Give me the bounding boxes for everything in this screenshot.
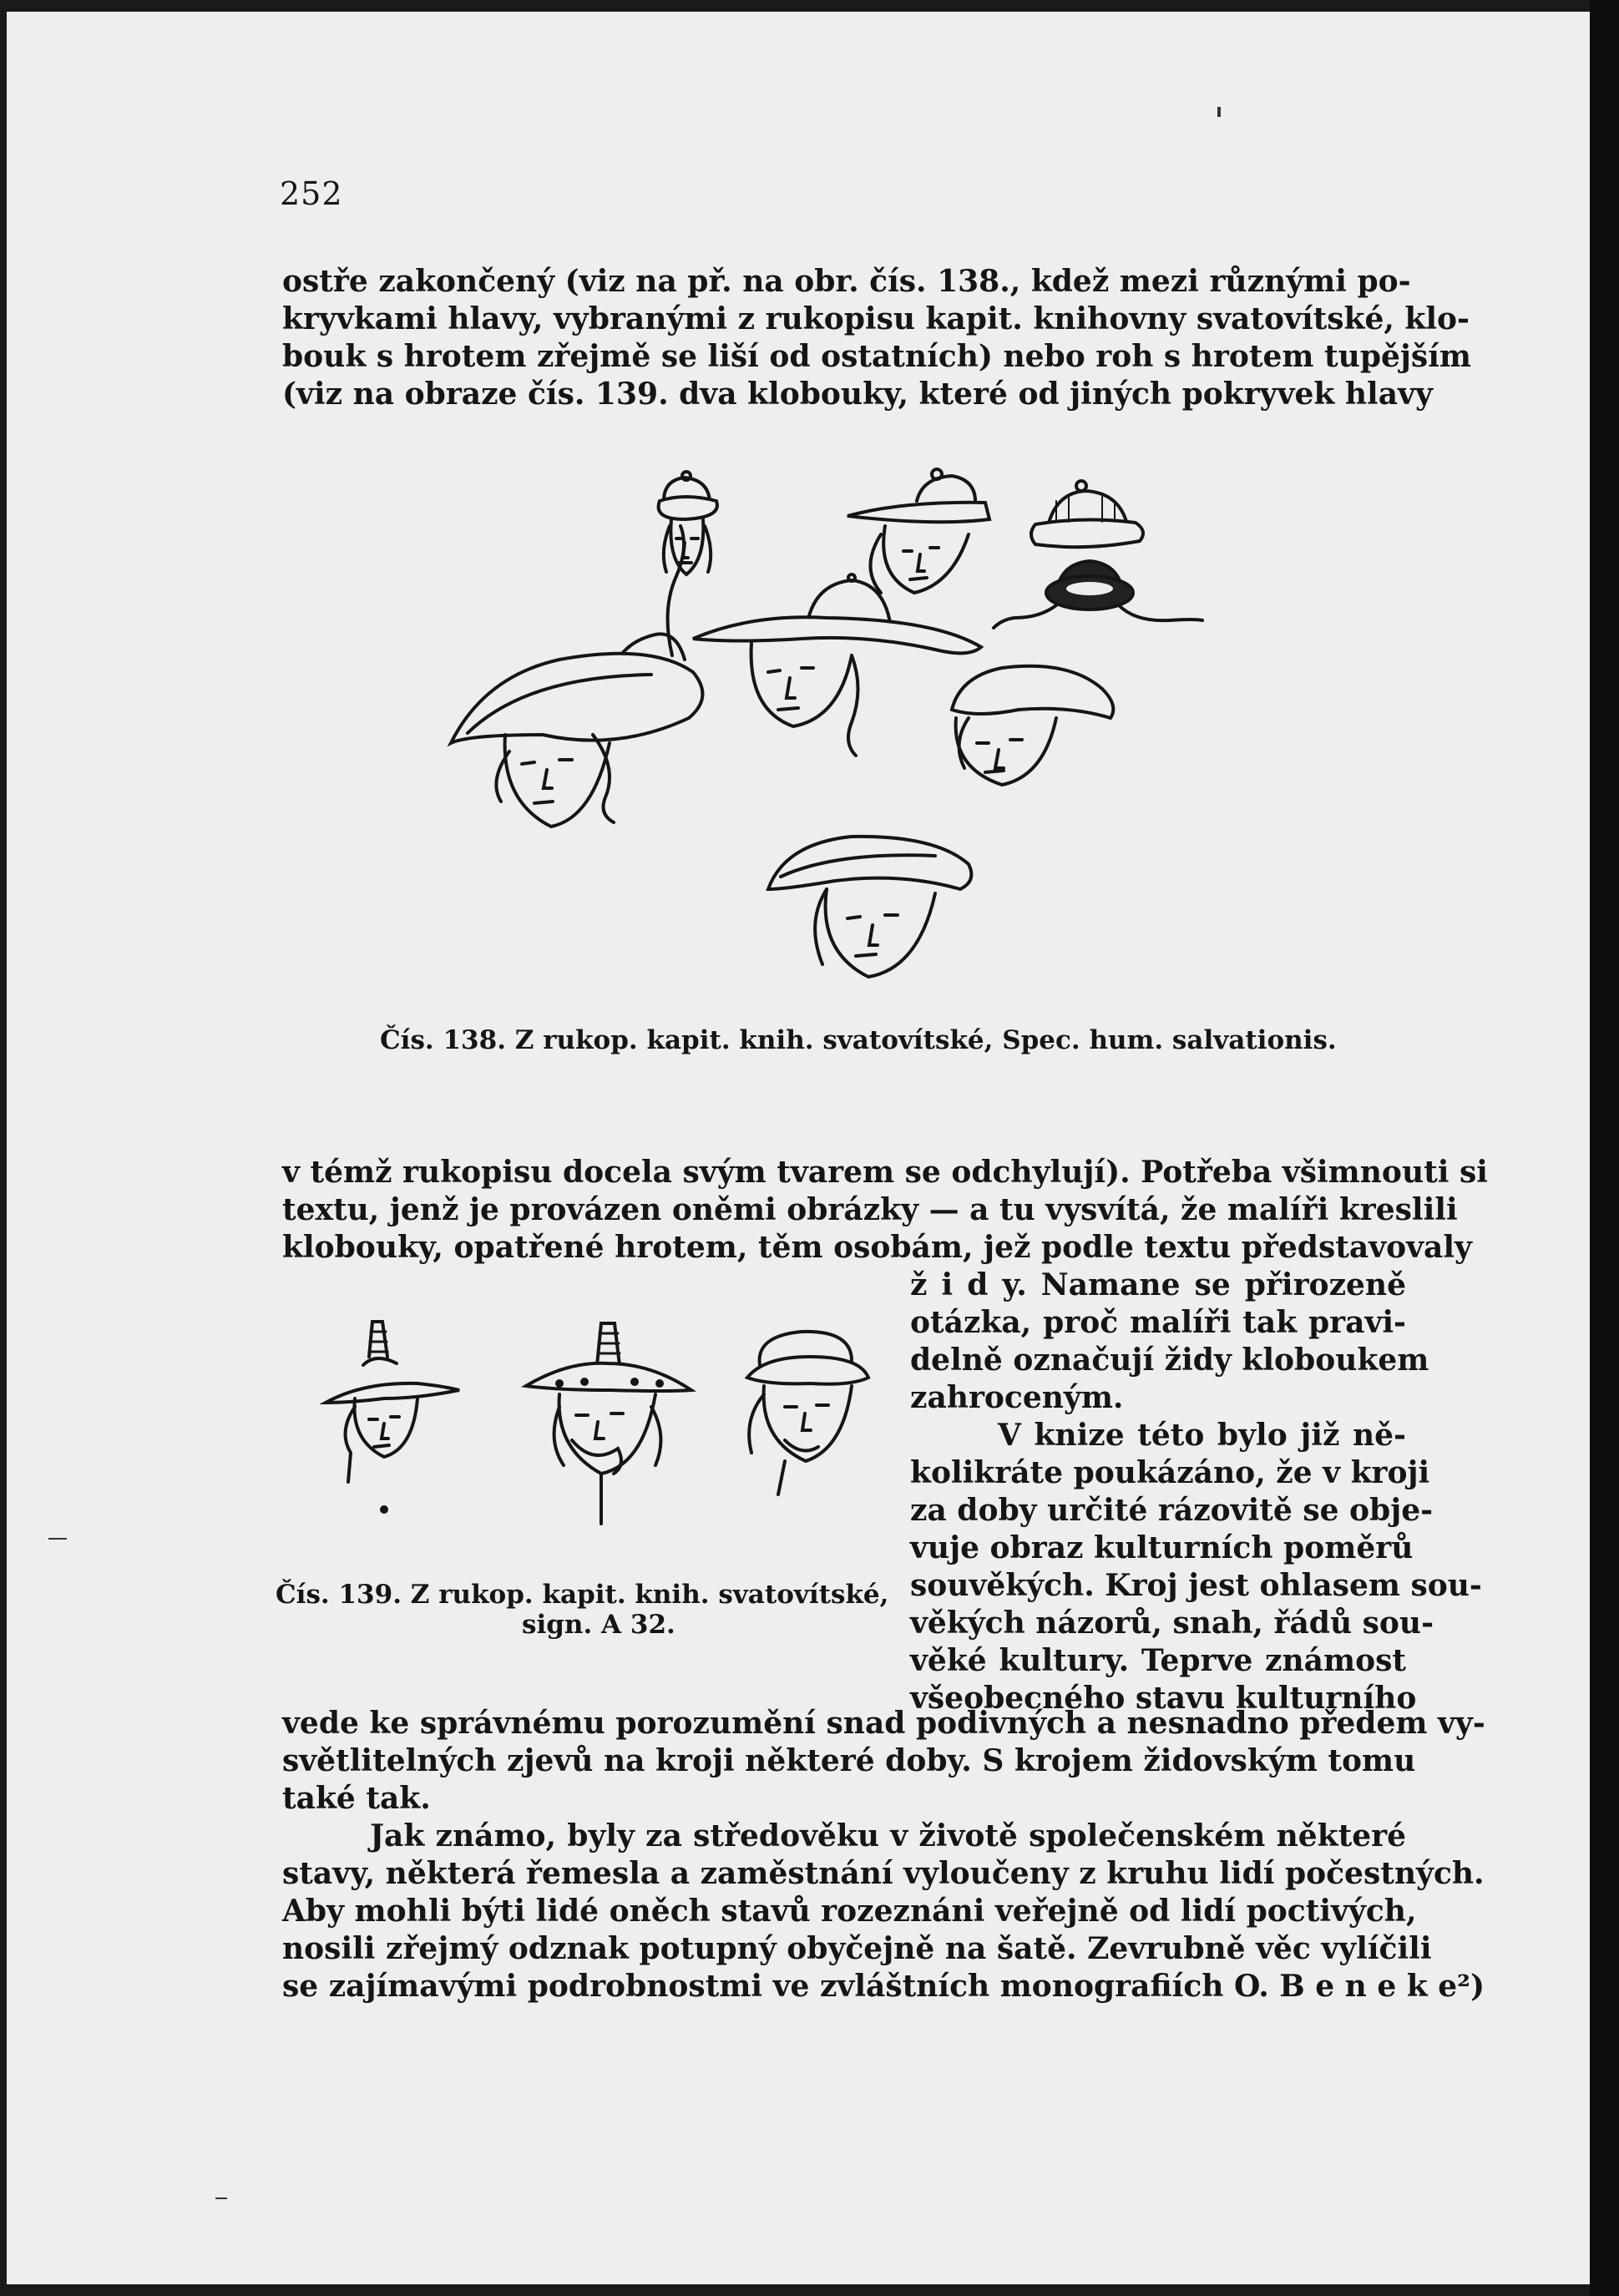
text-line: klobouky, opatřené hrotem, těm osobám, jež podle textu představovaly <box>282 1230 1472 1265</box>
text-line: ž i d y. Namane se přirozeně <box>910 1267 1406 1302</box>
figure-139-illustration <box>317 1315 885 1540</box>
text-line: delně označují židy kloboukem <box>910 1343 1429 1378</box>
text-line: kryvkami hlavy, vybranými z rukopisu kapit. knihovny svatovítské, klo- <box>282 301 1470 336</box>
text-line: zahroceným. <box>910 1380 1124 1415</box>
scan-speck <box>215 2197 227 2199</box>
text-line: věkých názorů, snah, řádů sou- <box>910 1606 1434 1641</box>
paragraph-side <box>910 1267 1429 1417</box>
text-line: za doby určité rázovitě se obje- <box>910 1493 1434 1528</box>
text-line: (viz na obraze čís. 139. dva klobouky, které od jiných pokryvek hlavy <box>282 377 1433 412</box>
text-line: souvěkých. Kroj jest ohlasem sou- <box>910 1568 1482 1603</box>
page-number: 252 <box>280 175 343 212</box>
head-rolled-cap-3 <box>747 1332 868 1494</box>
hat-detached-1 <box>1031 481 1143 547</box>
hat-dark-cap <box>994 561 1202 628</box>
text-line: v témž rukopisu docela svým tvarem se odchylují). Potřeba všimnouti si <box>282 1155 1488 1190</box>
text-line: se zajímavými podrobnostmi ve zvláštních monografiích O. B e n e k e²) <box>282 1969 1485 2004</box>
head-round-hat-2 <box>847 469 989 593</box>
text-line: světlitelných zjevů na kroji některé doby. S krojem židovským tomu <box>282 1743 1416 1778</box>
text-line: Jak známo, byly za středověku v životě společenském některé <box>370 1818 1406 1853</box>
text-line: Aby mohli býti lidé oněch stavů rozeznáni veřejně od lidí poctivých, <box>282 1894 1417 1929</box>
paragraph-top <box>282 263 1471 413</box>
text-line: vede ke správnému porozumění snad podivných a nesnadno předem vy- <box>282 1706 1485 1741</box>
head-pointed-hat-1 <box>326 1322 459 1512</box>
figure-139-caption-line-1: Čís. 139. Z rukop. kapit. knih. svatovítské, <box>276 1580 889 1610</box>
head-wide-brim-hat <box>693 574 981 756</box>
paragraph-side-2 <box>910 1417 1482 1717</box>
paragraph-continued <box>282 1705 1485 1818</box>
text-line: kolikráte poukázáno, že v kroji <box>910 1455 1430 1490</box>
text-line: nosili zřejmý odznak potupný obyčejně na šatě. Zevrubně věc vylíčili <box>282 1931 1432 1966</box>
text-line: bouk s hrotem zřejmě se liší od ostatních) nebo roh s hrotem tupějším <box>282 339 1471 374</box>
scan-speck <box>48 1538 67 1540</box>
page-edge-shadow <box>1590 0 1619 2296</box>
scan-speck <box>1217 107 1221 117</box>
figure-138-illustration <box>434 468 1269 1010</box>
text-line: také tak. <box>282 1781 431 1816</box>
head-round-hat-1 <box>659 472 717 574</box>
text-line: otázka, proč malíři tak pravi- <box>910 1305 1406 1340</box>
paragraph-mid <box>282 1154 1488 1267</box>
figure-139-caption-line-2: sign. A 32. <box>522 1610 675 1640</box>
text-line: všeobecného stavu kulturního <box>910 1681 1417 1716</box>
text-line: V knize této bylo již ně- <box>998 1418 1406 1453</box>
figure-138-caption: Čís. 138. Z rukop. kapit. knih. svatovítské, Spec. hum. salvationis. <box>380 1025 1337 1055</box>
head-pointed-hat-2 <box>526 1323 691 1524</box>
text-line: textu, jenž je provázen oněmi obrázky — a tu vysvítá, že malíři kreslili <box>282 1192 1458 1227</box>
text-line: stavy, některá řemesla a zaměstnání vyloučeny z kruhu lidí počestných. <box>282 1856 1485 1891</box>
head-rolled-hat-bottom <box>768 837 971 977</box>
head-turban-right <box>952 666 1113 785</box>
text-line: věké kultury. Teprve známost <box>910 1643 1406 1678</box>
paragraph-last <box>282 1818 1485 2005</box>
text-line: vuje obraz kulturních poměrů <box>910 1530 1414 1565</box>
text-line: ostře zakončený (viz na př. na obr. čís. 138., kdež mezi různými po- <box>282 264 1411 299</box>
